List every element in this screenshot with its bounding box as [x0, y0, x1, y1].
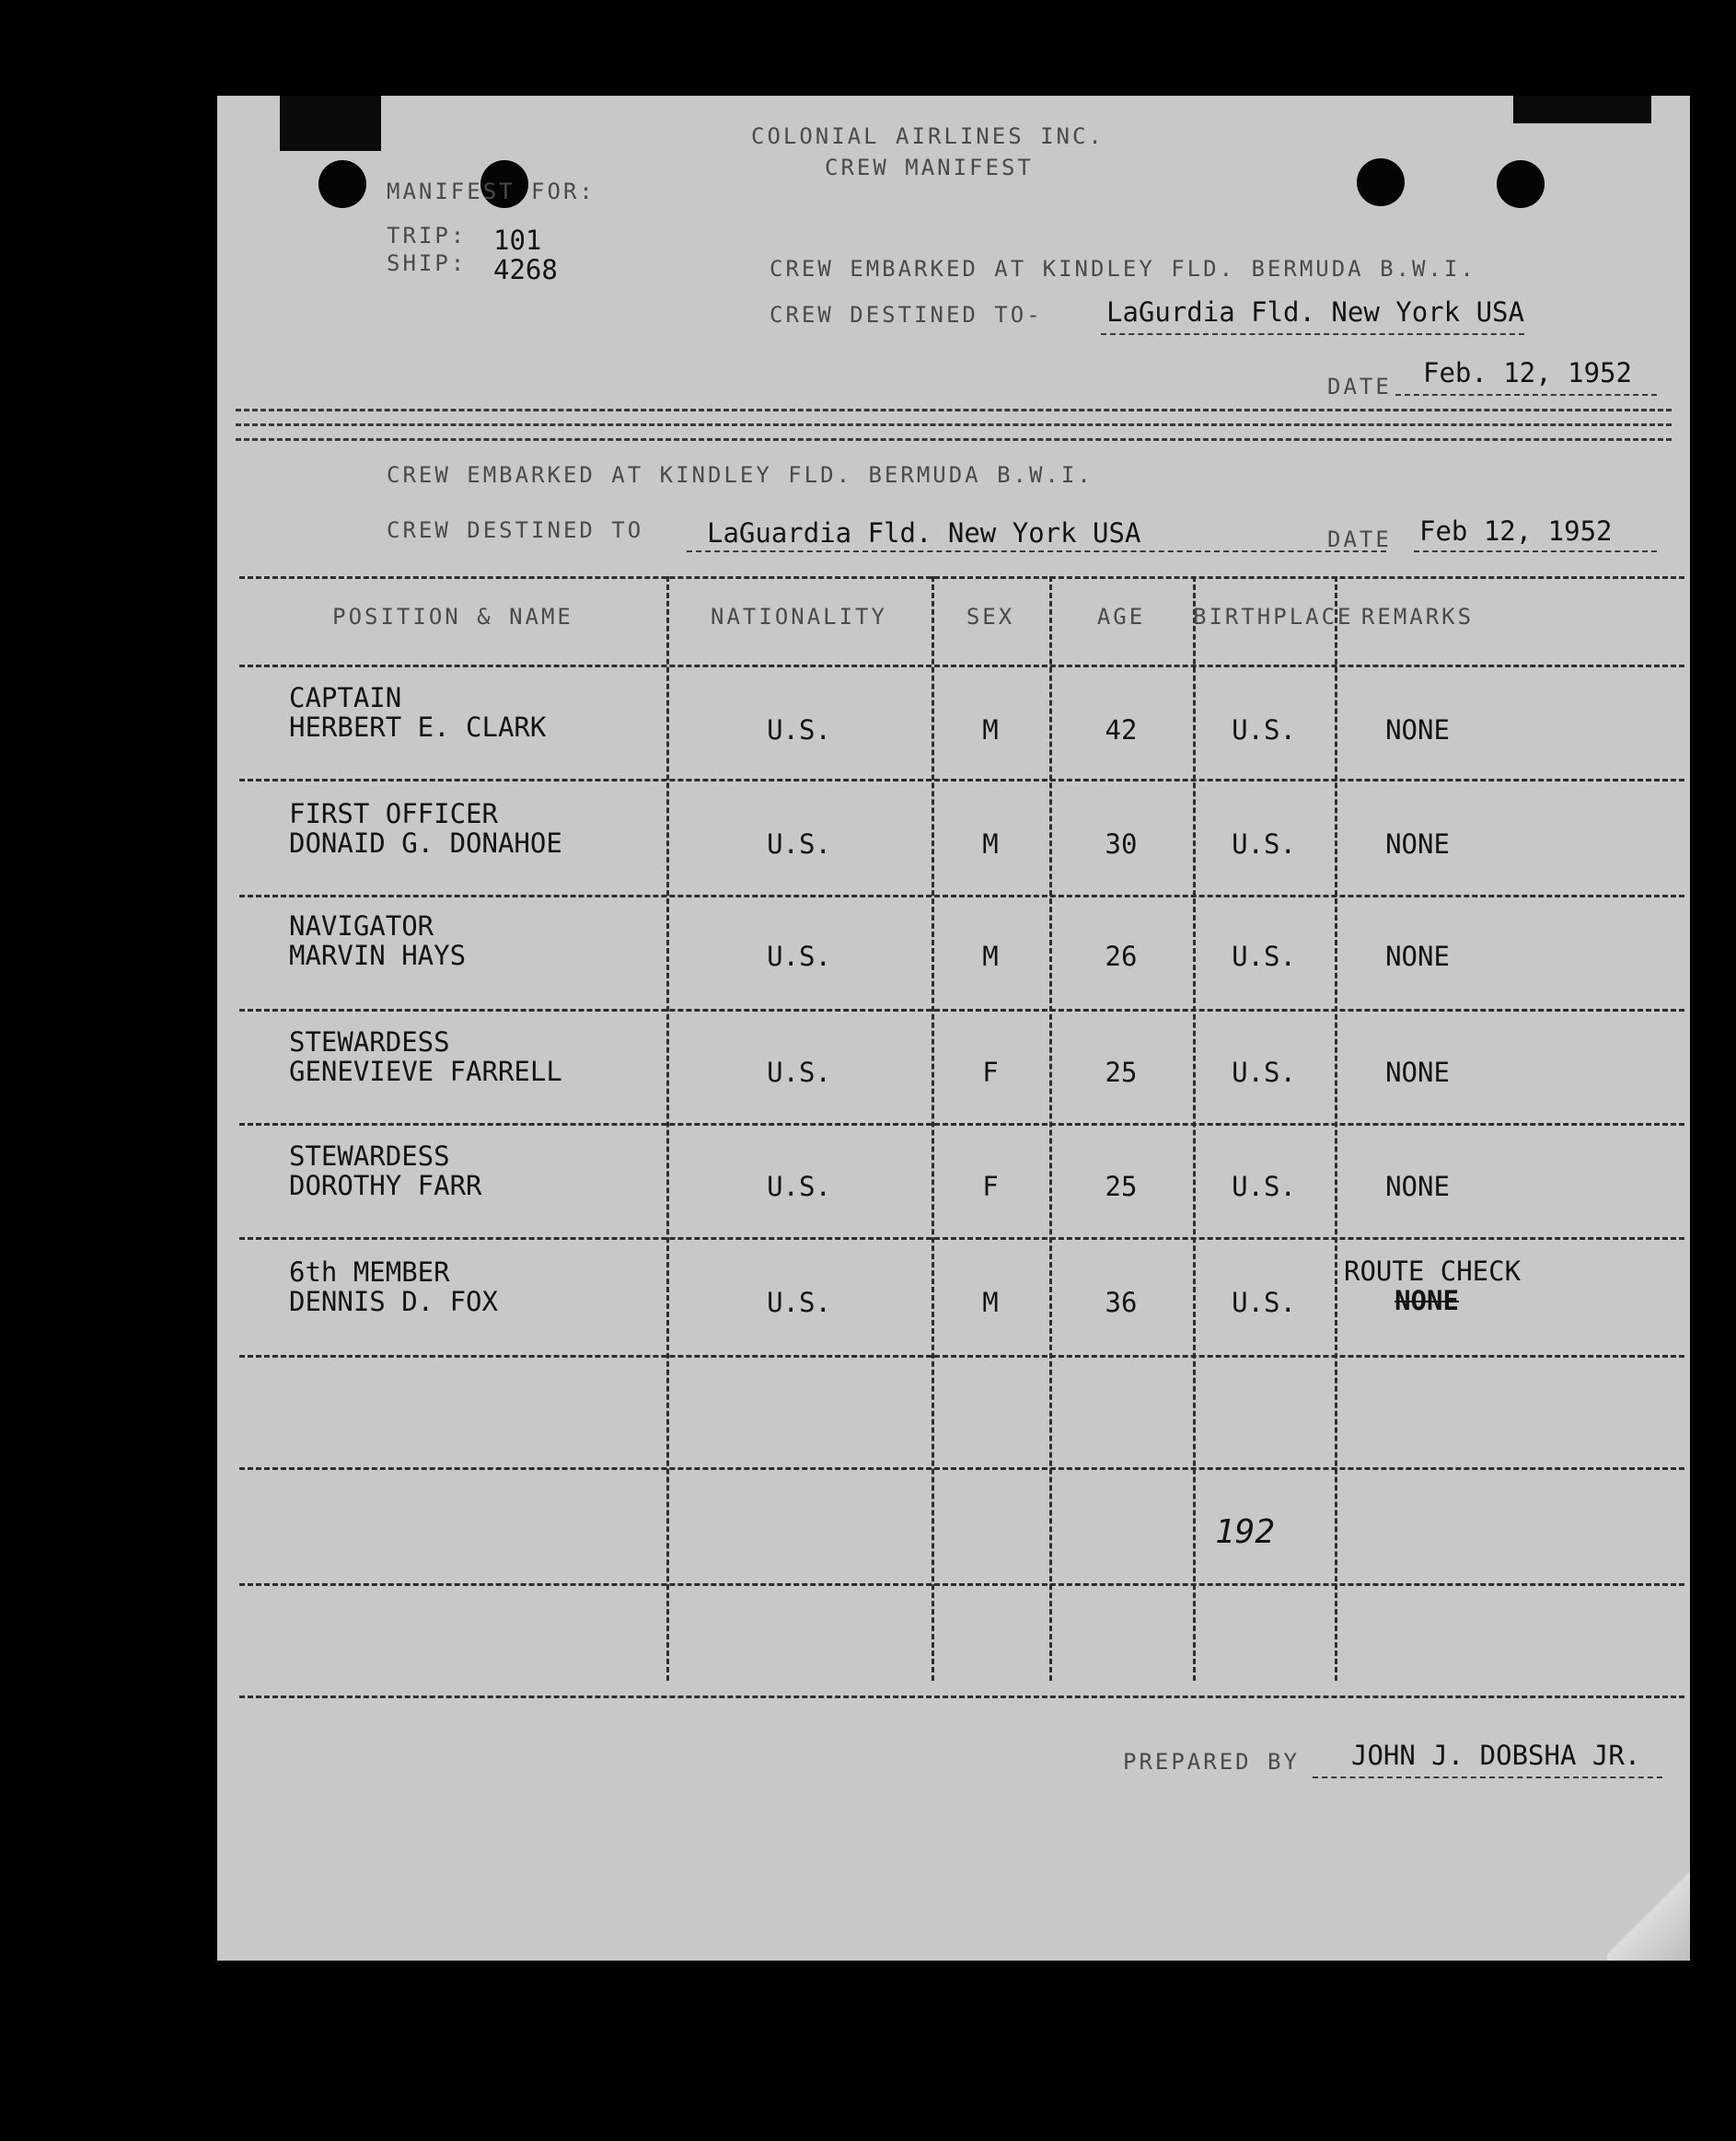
crew-age: 36	[1105, 1287, 1138, 1318]
tape-top-left	[280, 96, 381, 151]
crew-birthplace: U.S.	[1232, 1171, 1296, 1202]
crew-position: NAVIGATOR	[289, 910, 434, 942]
col-header-nationality: NATIONALITY	[711, 604, 887, 630]
form-title: CREW MANIFEST	[825, 155, 1034, 180]
crew-nationality: U.S.	[767, 714, 831, 746]
prepared-by-label: PREPARED BY	[1123, 1749, 1300, 1775]
crew-birthplace: U.S.	[1232, 828, 1296, 860]
crew-birthplace: U.S.	[1232, 941, 1296, 972]
crew-remarks-struck: NONE	[1395, 1285, 1459, 1316]
header-bottom-border	[239, 665, 1684, 667]
row-border-1	[239, 779, 1684, 781]
row-border-5	[239, 1237, 1684, 1240]
row-border-4	[239, 1123, 1684, 1126]
crew-position: CAPTAIN	[289, 682, 402, 713]
row-border-7	[239, 1467, 1684, 1470]
section-destined-value: LaGuardia Fld. New York USA	[707, 517, 1141, 549]
crew-sex: M	[982, 941, 999, 972]
col-header-position: POSITION & NAME	[332, 604, 573, 630]
page-curl	[1607, 1869, 1690, 1961]
tape-top-right	[1513, 96, 1651, 123]
crew-position: 6th MEMBER	[289, 1256, 450, 1288]
prepared-by-underline	[1313, 1776, 1662, 1778]
crew-age: 42	[1105, 714, 1138, 746]
page-number: 192	[1215, 1513, 1276, 1551]
crew-sex: M	[982, 714, 999, 746]
section-destined-underline	[687, 550, 1386, 552]
section-destined-label: CREW DESTINED TO	[387, 517, 644, 543]
crew-name: DOROTHY FARR	[289, 1170, 482, 1201]
crew-birthplace: U.S.	[1232, 1287, 1296, 1318]
col-header-birthplace: BIRTHPLACE	[1193, 604, 1354, 630]
header-destined-label: CREW DESTINED TO-	[770, 302, 1043, 328]
crew-name: DONAID G. DONAHOE	[289, 827, 562, 859]
trip-label: TRIP:	[387, 223, 468, 249]
crew-sex: M	[982, 1287, 999, 1318]
crew-remarks: ROUTE CHECK	[1344, 1256, 1522, 1287]
header-date-label: DATE	[1327, 374, 1392, 399]
row-border-3	[239, 1009, 1684, 1012]
section-date-value: Feb 12, 1952	[1419, 515, 1613, 547]
section-embarked: CREW EMBARKED AT KINDLEY FLD. BERMUDA B.W.I.	[387, 462, 1094, 488]
crew-sex: M	[982, 828, 999, 860]
crew-remarks: NONE	[1385, 714, 1450, 746]
header-date-underline	[1395, 394, 1657, 396]
divider-2	[236, 423, 1672, 426]
crew-remarks: NONE	[1385, 1057, 1450, 1088]
crew-position: FIRST OFFICER	[289, 798, 498, 829]
punch-hole-1	[318, 160, 366, 208]
table-top-border	[239, 576, 1684, 579]
row-border-2	[239, 895, 1684, 897]
crew-age: 25	[1105, 1057, 1138, 1088]
crew-age: 30	[1105, 828, 1138, 860]
crew-age: 25	[1105, 1171, 1138, 1202]
crew-remarks: NONE	[1385, 1171, 1450, 1202]
company-name: COLONIAL AIRLINES INC.	[751, 123, 1105, 149]
row-border-6	[239, 1355, 1684, 1358]
col-header-remarks: REMARKS	[1360, 604, 1475, 630]
crew-position: STEWARDESS	[289, 1026, 450, 1058]
punch-hole-3	[1357, 158, 1405, 206]
manifest-page	[217, 96, 1690, 1961]
crew-remarks: NONE	[1385, 941, 1450, 972]
crew-remarks: NONE	[1385, 828, 1450, 860]
header-destined-value: LaGurdia Fld. New York USA	[1106, 296, 1524, 328]
col-header-sex: SEX	[966, 604, 1015, 630]
row-border-9	[239, 1695, 1684, 1698]
crew-nationality: U.S.	[767, 828, 831, 860]
header-destined-underline	[1101, 333, 1524, 335]
crew-sex: F	[982, 1171, 999, 1202]
crew-nationality: U.S.	[767, 1057, 831, 1088]
crew-table	[239, 576, 1684, 1791]
crew-nationality: U.S.	[767, 1287, 831, 1318]
crew-name: HERBERT E. CLARK	[289, 712, 547, 743]
crew-birthplace: U.S.	[1232, 714, 1296, 746]
section-date-underline	[1414, 550, 1657, 552]
row-border-8	[239, 1583, 1684, 1586]
section-date-label: DATE	[1327, 527, 1392, 552]
header-date-value: Feb. 12, 1952	[1423, 357, 1632, 388]
crew-birthplace: U.S.	[1232, 1057, 1296, 1088]
ship-label: SHIP:	[387, 250, 468, 276]
crew-name: GENEVIEVE FARRELL	[289, 1056, 562, 1087]
crew-name: MARVIN HAYS	[289, 940, 467, 971]
punch-hole-4	[1497, 160, 1545, 208]
crew-nationality: U.S.	[767, 1171, 831, 1202]
col-header-age: AGE	[1096, 604, 1146, 630]
prepared-by-value: JOHN J. DOBSHA JR.	[1351, 1740, 1641, 1771]
crew-age: 26	[1105, 941, 1138, 972]
crew-position: STEWARDESS	[289, 1140, 450, 1172]
divider-3	[236, 438, 1672, 441]
header-embarked: CREW EMBARKED AT KINDLEY FLD. BERMUDA B.W.I.	[770, 256, 1476, 282]
crew-sex: F	[982, 1057, 999, 1088]
divider-1	[236, 409, 1672, 411]
crew-name: DENNIS D. FOX	[289, 1286, 498, 1317]
ship-value: 4268	[493, 254, 558, 285]
crew-nationality: U.S.	[767, 941, 831, 972]
trip-value: 101	[493, 225, 542, 256]
manifest-for-label: MANIFEST FOR:	[387, 179, 596, 204]
